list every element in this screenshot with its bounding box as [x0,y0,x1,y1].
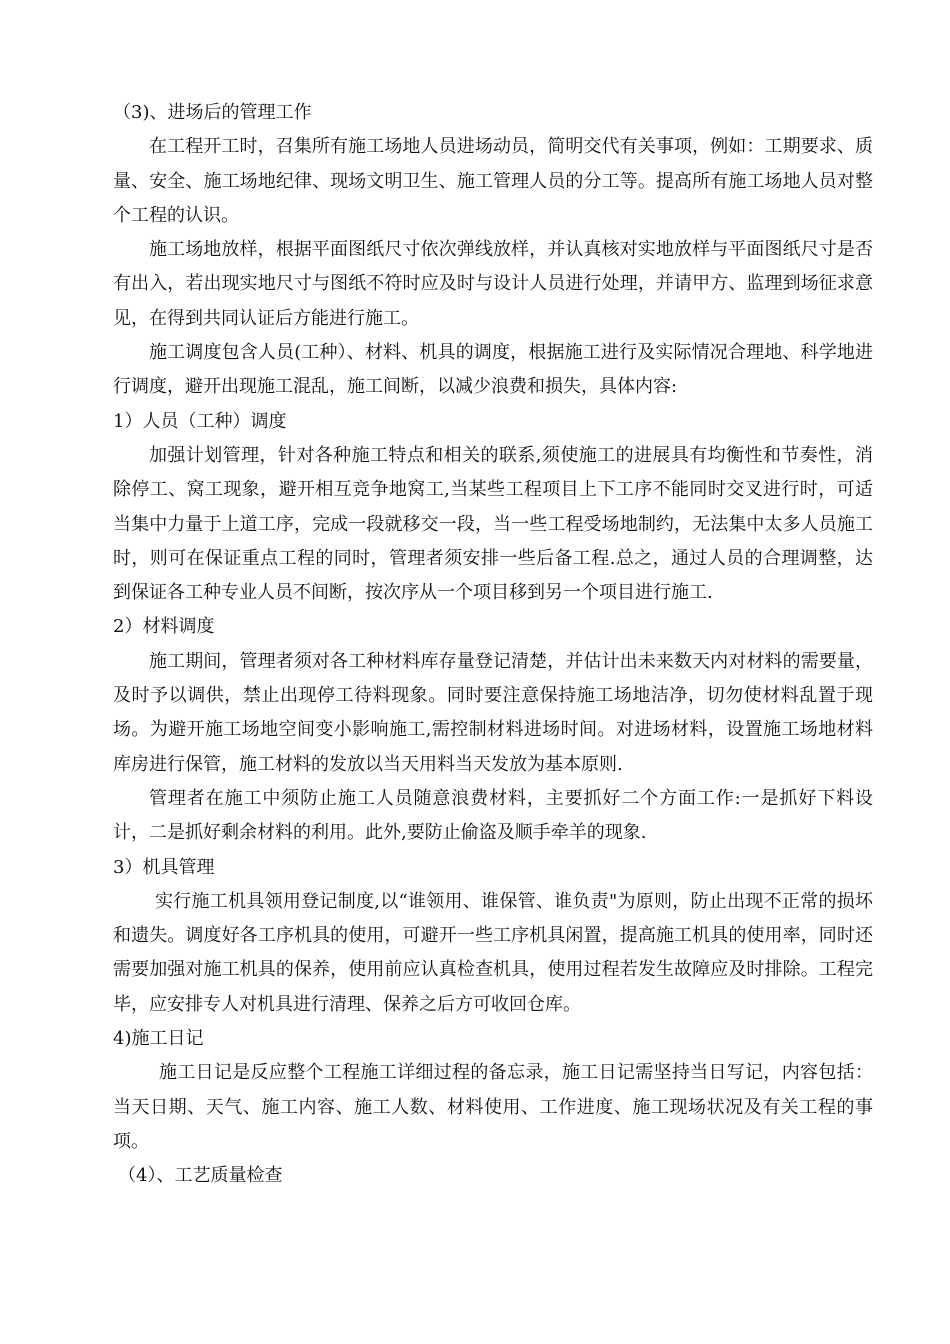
paragraph-construction-scheduling: 施工调度包含人员(工种）、材料、机具的调度，根据施工进行及实际情况合理地、科学地进行调度，避开出现施工混乱，施工间断，以减少浪费和损失，具体内容: [113,342,873,398]
paragraph-personnel-scheduling: 加强计划管理，针对各种施工特点和相关的联系,须使施工的进展具有均衡性和节奏性，消除停工、窝工现象，避开相互竞争地窝工,当某些工程项目上下工序不能同时交叉进行时，可适当集中力量于上道工序，完成一段就移交一段，当一些工程受场地制约，无法集中太多人员施工时，则可在保证重点工程的同时，管理者须安排一些后备工程.总之，通过人员的合理调整，达到保证各工种专业人员不间断，按次序从一个项目移到另一个项目进行施工. [113,444,873,604]
section-heading-4: （4）、工艺质量检查 [118,1165,283,1187]
paragraph-material-waste: 管理者在施工中须防止施工人员随意浪费材料，主要抓好二个方面工作:一是抓好下料设计，二是抓好剩余材料的利用。此外,要防止偷盗及顺手牵羊的现象. [113,787,873,844]
subheading-personnel-scheduling: 1）人员（工种）调度 [113,410,287,432]
paragraph-material-scheduling: 施工期间，管理者须对各工种材料库存量登记清楚，并估计出未来数天内对材料的需要量，及时予以调供，禁止出现停工待料现象。同时要注意保持施工场地洁净，切勿使材料乱置于现场。为避开施工场地空间变小影响施工,需控制材料进场时间。对进场材料，设置施工场地材料库房进行保管，施工材料的发放以当天用料当天发放为基本原则. [113,650,873,775]
paragraph-equipment-management: 实行施工机具领用登记制度,以“谁领用、谁保管、谁负责"为原则，防止出现不正常的损坏和遗失。调度好各工序机具的使用，可避开一些工序机具闲置，提高施工机具的使用率，同时还需要加强对施工机具的保养，使用前应认真检查机具，使用过程若发生故障应及时排除。工程完毕，应安排专人对机具进行清理、保养之后方可收回仓库。 [113,890,873,1015]
subheading-construction-log: 4)施工日记 [113,1028,204,1050]
subheading-material-scheduling: 2）材料调度 [113,616,215,638]
subheading-equipment-management: 3）机具管理 [113,856,215,878]
paragraph-site-layout: 施工场地放样，根据平面图纸尺寸依次弹线放样，并认真核对实地放样与平面图纸尺寸是否有出入，若出现实地尺寸与图纸不符时应及时与设计人员进行处理，并请甲方、监理到场征求意见，在得到共同认证后方能进行施工。 [113,239,873,329]
paragraph-opening-mobilization: 在工程开工时，召集所有施工场地人员进场动员，简明交代有关事项，例如：工期要求、质量、安全、施工场地纪律、现场文明卫生、施工管理人员的分工等。提高所有施工场地人员对整个工程的认识。 [113,136,873,226]
section-heading-3: （3)、进场后的管理工作 [113,102,312,123]
paragraph-construction-log: 施工日记是反应整个工程施工详细过程的备忘录，施工日记需坚持当日写记，内容包括：当天日期、天气、施工内容、施工人数、材料使用、工作进度、施工现场状况及有关工程的事项。 [113,1062,873,1152]
document-body [113,96,873,1194]
